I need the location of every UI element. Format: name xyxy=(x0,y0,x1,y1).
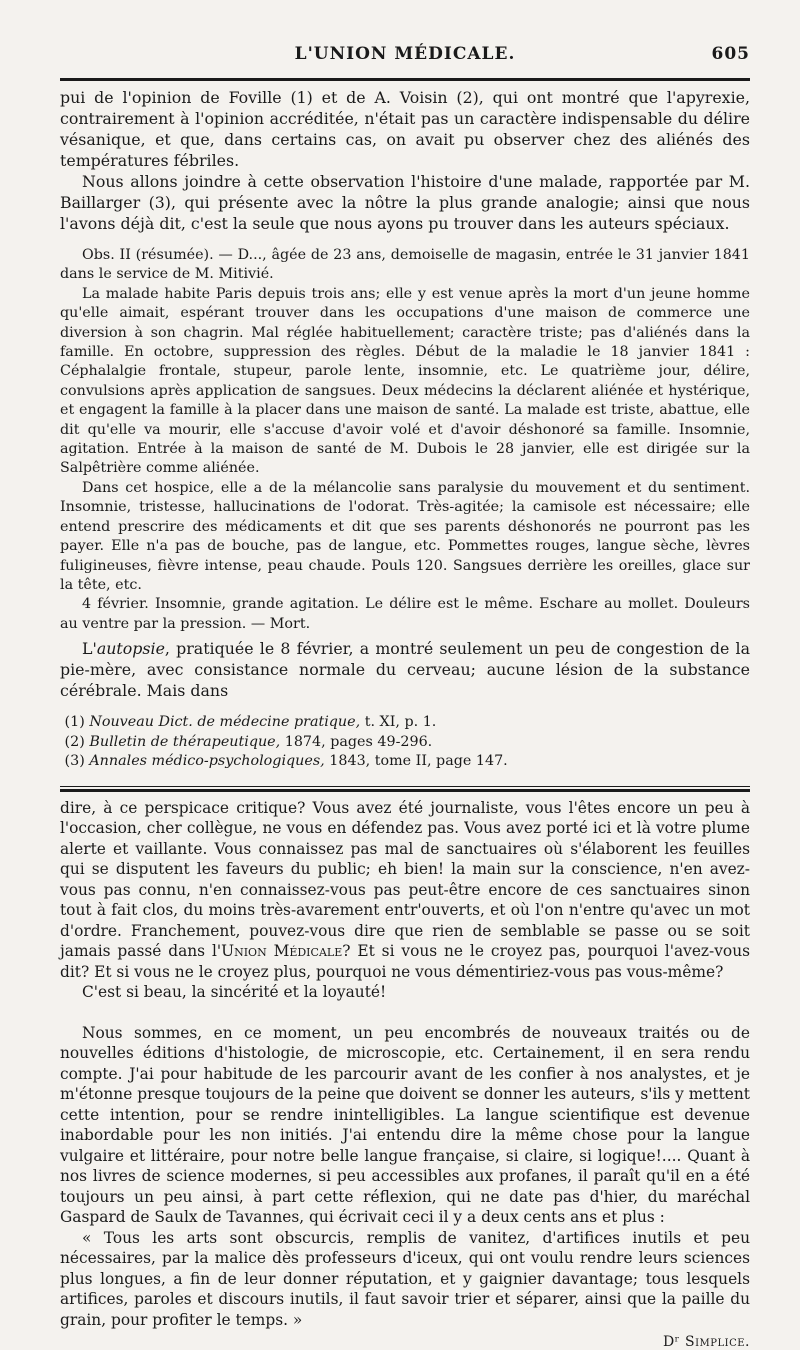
footnote-1: (1) Nouveau Dict. de médecine pratique, t. XI, p. 1. xyxy=(64,714,437,731)
journal-name: Union Médicale xyxy=(221,942,343,961)
footnotes xyxy=(60,713,750,772)
observation-paragraph-3: 4 février. Insomnie, grande agitation. Le délire est le même. Eschare au mollet. Douleurs au ventre par la pression. — Mort. xyxy=(60,596,750,632)
feuilleton-paragraph-3: Nous sommes, en ce moment, un peu encombrés de nouveaux traités ou de nouvelles éditions d'histologie, de microscopie, etc. Certainement, il en sera rendu compte. J'ai pour habitude de les parcourir avant de les confier à nos analystes, et je m'étonne presque toujours de la peine que doivent se donner les auteurs, s'ils y mettent cette intention, pour se rendre inintelligibles. La langue scientifique est devenue inabordable pour les non initiés. J'ai entendu dire la même chose pour la langue vulgaire et littéraire, pour notre belle langue française, si claire, si logique!.... Quant à nos livres de science modernes, si peu accessibles aux profanes, il paraît qu'il en a été toujours un peu ainsi, à part cette réflexion, qui ne date pas d'hier, du maréchal Gaspard de Saulx de Tavannes, qui écrivait ceci il y a deux cents ans et plus : xyxy=(60,1023,750,1227)
observation-block xyxy=(60,246,750,634)
autopsy-lead: L' xyxy=(82,639,97,659)
feuilleton-paragraph-2: C'est si beau, la sincérité et la loyauté! xyxy=(82,983,387,1002)
autopsy-italic-word: autopsie xyxy=(96,639,165,659)
page-header xyxy=(60,44,750,70)
footnote-3: (3) Annales médico-psychologiques, 1843, tome II, page 147. xyxy=(64,753,508,770)
signature-name: Simplice. xyxy=(684,1334,750,1350)
feuilleton-section xyxy=(60,798,750,1350)
article-body xyxy=(60,87,750,234)
page-number: 605 xyxy=(711,44,750,64)
paragraph-intro-1: pui de l'opinion de Foville (1) et de A. Voisin (2), qui ont montré que l'apyrexie, contrairement à l'opinion accréditée, n'était pas un caractère indispensable du délire vésanique, et que, dans certains cas, on avait pu observer chez des aliénés des températures fébriles. xyxy=(60,88,750,170)
journal-title: L'UNION MÉDICALE. xyxy=(294,44,516,64)
autopsy-rest: , pratiquée le 8 février, a montré seulement un peu de congestion de la pie-mère, avec consistance normale du cerveau; aucune lésion de la substance cérébrale. Mais dans xyxy=(60,639,750,701)
signature: Dʳ Simplice. xyxy=(662,1334,750,1350)
observation-heading: Obs. II (résumée). — D..., âgée de 23 ans, demoiselle de magasin, entrée le 31 janvier 1841 dans le service de M. Mitivié. xyxy=(60,247,750,283)
feuilleton-paragraph-1: dire, à ce perspicace critique? Vous avez été journaliste, vous l'êtes encore un peu à l'occasion, cher collègue, ne vous en défendez pas. Vous avez porté ici et là votre plume alerte et vaillante. Vous connaissez pas mal de sanctuaires où s'élaborent les feuilles qui se disputent les faveurs du public; eh bien! la main sur la conscience, n'en avez-vous pas connu, n'en connaissez-vous pas peut-être encore de ces sanctuaires sinon tout à fait clos, du moins très-avarement entr'ouverts, et où l'on n'entre qu'avec un mot d'ordre. Franchement, pouvez-vous dire que rien de semblable se passe ou se soit jamais passé dans l'Union Médicale? Et si vous ne le croyez pas, pourquoi l'avez-vous dit? Et si vous ne le croyez plus, pourquoi ne vous démentiriez-vous pas vous-même? xyxy=(60,798,751,981)
autopsy-paragraph xyxy=(60,638,750,701)
observation-paragraph-2: Dans cet hospice, elle a de la mélancolie sans paralysie du mouvement et du sentiment. Insomnie, tristesse, hallucinations de l'odorat. Très-agitée; la camisole est nécessaire; elle entend prescrire des médicaments et dit que ses parents déshonorés ne pourront pas les payer. Elle n'a pas de bouche, pas de langue, etc. Pommettes rouges, langue sèche, lèvres fuligineuses, fièvre intense, peau chaude. Pouls 120. Sangsues derrière les oreilles, glace sur la tête, etc. xyxy=(60,479,750,593)
observation-paragraph-1: La malade habite Paris depuis trois ans; elle y est venue après la mort d'un jeune homme qu'elle aimait, espérant trouver dans les occupations d'une maison de commerce une diversion à son chagrin. Mal réglée habituellement; caractère triste; pas d'aliénés dans la famille. En octobre, suppression des règles. Début de la maladie le 18 janvier 1841 : Céphalalgie frontale, stupeur, parole lente, insomnie, etc. Le quatrième jour, délire, convulsions après application de sangsues. Deux médecins la déclarent aliénée et hystérique, et engagent la famille à la placer dans une maison de santé. La malade est triste, abattue, elle dit qu'elle va mourir, elle s'accuse d'avoir volé et d'avoir déshonoré sa famille. Insomnie, agitation. Entrée à la maison de santé de M. Dubois le 28 janvier, elle est dirigée sur la Salpêtrière comme aliénée. xyxy=(60,285,750,477)
paragraph-intro-2: Nous allons joindre à cette observation l'histoire d'une malade, rapportée par M. Baillarger (3), qui présente avec la nôtre la plus grande analogie; ainsi que nous l'avons déjà dit, c'est la seule que nous ayons pu trouver dans les auteurs spéciaux. xyxy=(60,172,750,233)
footnote-2: (2) Bulletin de thérapeutique, 1874, pages 49-296. xyxy=(64,733,433,750)
feuilleton-separator xyxy=(60,786,750,792)
header-rule xyxy=(60,78,750,81)
quotation-paragraph: « Tous les arts sont obscurcis, remplis de vanitez, d'artifices inutils et peu nécessaires, par la malice dès professeurs d'iceux, qui ont voulu rendre leurs sciences plus longues, a fin de leur donner réputation, et y gaignier davantage; tous lesquels artifices, paroles et discours inutils, il faut savoir trier et séparer, ainsi que la paille du grain, pour profiter le temps. » xyxy=(60,1228,750,1329)
autopsy-block xyxy=(60,638,750,701)
